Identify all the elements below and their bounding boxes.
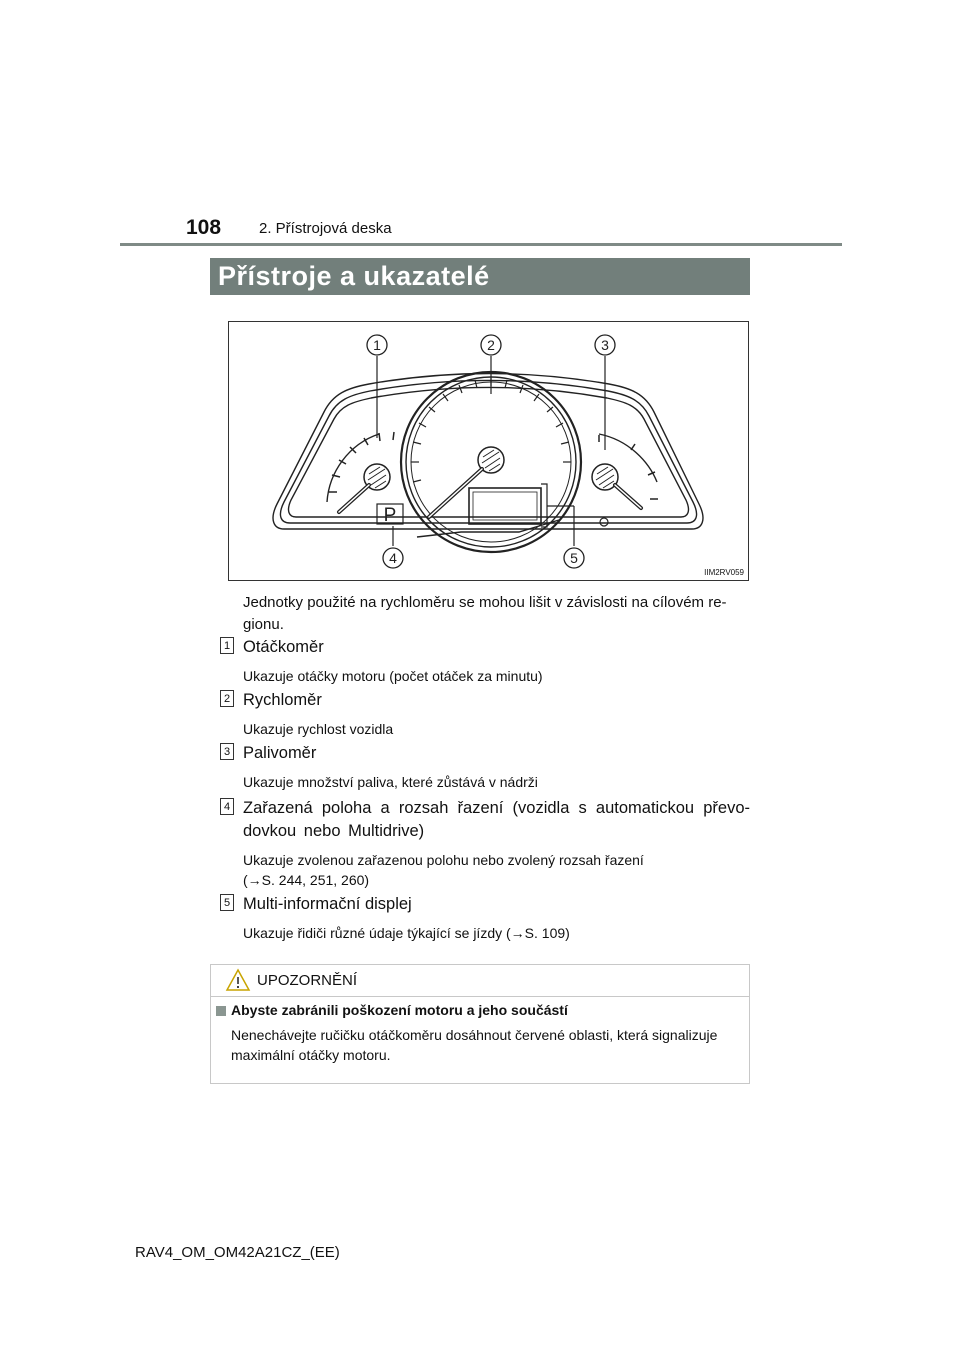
- instrument-cluster-illustration: [229, 322, 750, 582]
- warning-subtitle: Abyste zabránili poškození motoru a jeho součástí: [231, 1002, 568, 1018]
- item-number: 4: [220, 798, 234, 815]
- item-title: Multi-informační displej: [243, 895, 412, 913]
- intro-note: Jednotky použité na rychloměru se mohou lišit v závislosti na cílovém regionu.: [243, 594, 727, 633]
- list-item-speedometer: [220, 689, 750, 739]
- header-rule: [120, 243, 842, 246]
- item-title: Otáčkoměr: [243, 638, 324, 656]
- figure-code: IIM2RV059: [704, 568, 744, 577]
- square-bullet-icon: [216, 1006, 226, 1016]
- item-number: 5: [220, 894, 234, 911]
- item-title: Zařazená poloha a rozsah řazení (vozidla s automatickou převodovkou nebo Multidrive): [243, 799, 750, 840]
- section-header: 2. Přístrojová deska: [259, 220, 392, 237]
- warning-text: Nenechávejte ručičku otáčkoměru dosáhnout červené oblasti, která signalizuje maximální otáčky motoru.: [231, 1027, 718, 1063]
- warning-triangle-icon: [225, 968, 251, 992]
- footer-code: RAV4_OM_OM42A21CZ_(EE): [135, 1244, 340, 1261]
- item-number: 3: [220, 743, 234, 760]
- item-description: [243, 850, 750, 890]
- page-number: 108: [186, 216, 222, 239]
- instrument-cluster-figure: [228, 321, 749, 581]
- gear-indicator-letter: P: [383, 505, 397, 526]
- callout-2: 2: [487, 337, 495, 353]
- item-description: Ukazuje rychlost vozidla: [243, 721, 394, 737]
- item-page-reference: (→S. 244, 251, 260): [243, 872, 370, 888]
- list-item-tachometer: [220, 636, 750, 686]
- callout-1: 1: [373, 337, 381, 353]
- item-description: Ukazuje řidiči různé údaje týkající se jízdy (→S. 109): [243, 925, 570, 941]
- list-item-multi-info-display: [220, 893, 750, 943]
- warning-box: [210, 964, 750, 1084]
- item-title: Rychloměr: [243, 691, 322, 709]
- item-description: Ukazuje množství paliva, které zůstává v nádrži: [243, 774, 538, 790]
- item-description-line: Ukazuje zvolenou zařazenou polohu nebo zvolený rozsah řazení: [243, 852, 644, 868]
- page-title: Přístroje a ukazatelé: [210, 258, 750, 295]
- list-item-fuel-gauge: [220, 742, 750, 792]
- item-number: 1: [220, 637, 234, 654]
- warning-header: [211, 965, 749, 997]
- callout-3: 3: [601, 337, 609, 353]
- item-number: 2: [220, 690, 234, 707]
- callout-4: 4: [389, 550, 397, 566]
- item-description: Ukazuje otáčky motoru (počet otáček za minutu): [243, 668, 543, 684]
- callout-5: 5: [570, 550, 578, 566]
- list-item-shift-position: [220, 797, 750, 890]
- multi-info-display: [469, 488, 541, 524]
- warning-label: UPOZORNĚNÍ: [257, 972, 358, 989]
- item-title: Palivoměr: [243, 744, 317, 762]
